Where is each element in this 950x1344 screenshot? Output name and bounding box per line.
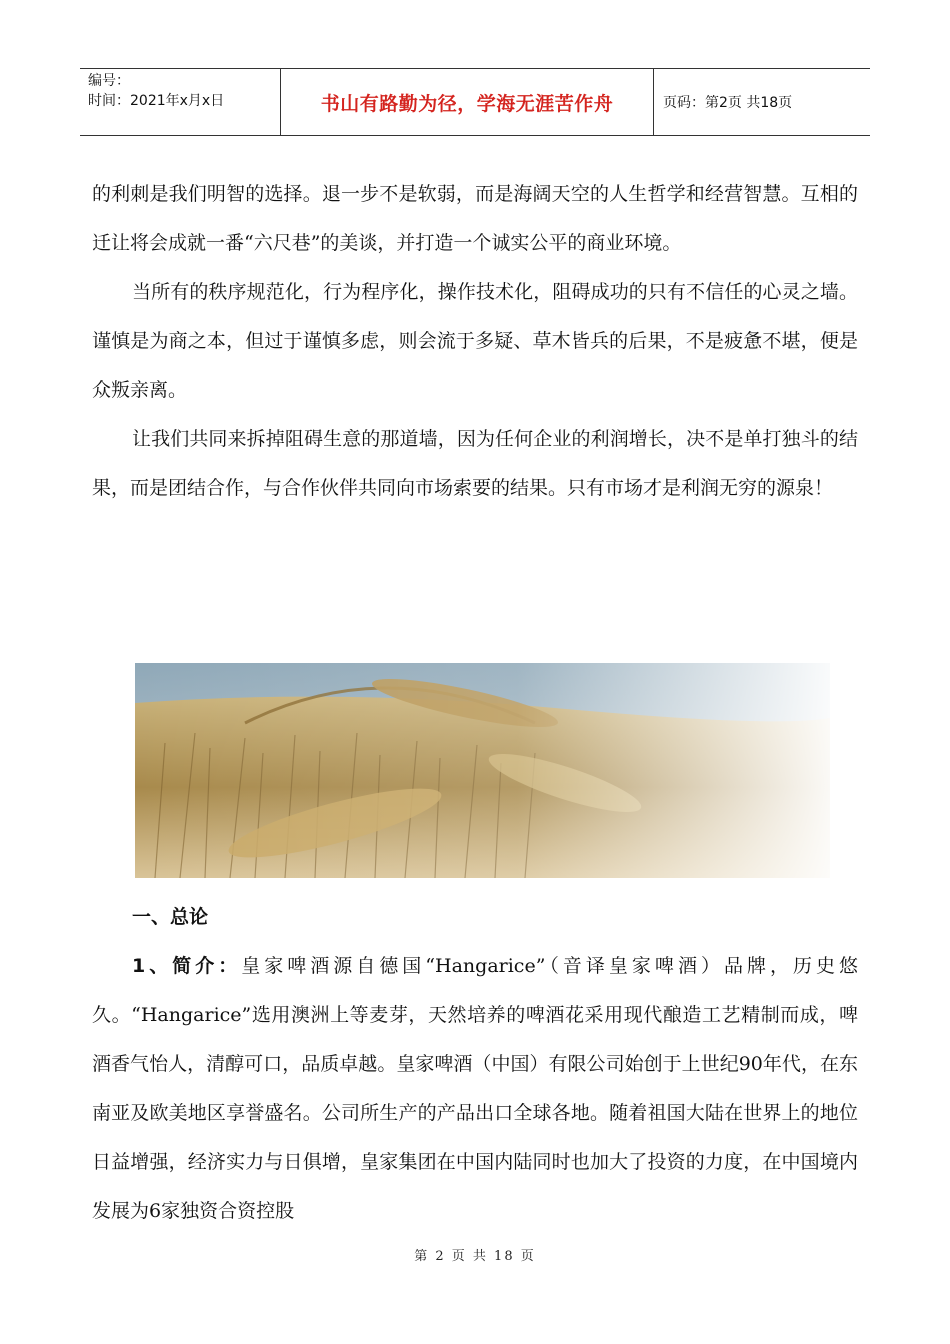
intro-text: 皇家啤酒源自德国“Hangarice”（音译皇家啤酒）品牌，历史悠久。“Hangarice”选用澳洲上等麦芽，天然培养的啤酒花采用现代酿造工艺精制而成，啤酒香气怡人，清醇可口，品质卓越。皇家啤酒（中国）有限公司始创于上世纪90年代，在东南亚及欧美地区享誉盛名。公司所生产的产品出口全球各地。随着祖国大陆在世界上的地位日益增强，经济实力与日俱增，皇家集团在中国内陆同时也加大了投资的力度，在中国境内发展为6家独资合资控股 bbox=[92, 955, 858, 1222]
paragraph-3: 让我们共同来拆掉阻碍生意的那道墙，因为任何企业的利润增长，决不是单打独斗的结果，而是团结合作，与合作伙伴共同向市场索要的结果。只有市场才是利润无穷的源泉！ bbox=[92, 428, 858, 499]
body-text bbox=[92, 170, 858, 513]
page-header bbox=[80, 68, 870, 136]
number-label: 编号： bbox=[88, 73, 130, 89]
date-label: 时间：2021年x月x日 bbox=[88, 93, 225, 109]
overview-section bbox=[92, 893, 858, 1236]
paragraph-2: 当所有的秩序规范化，行为程序化，操作技术化，阻碍成功的只有不信任的心灵之墙。谨慎是为商之本，但过于谨慎多虑，则会流于多疑、草木皆兵的后果，不是疲惫不堪，便是众叛亲离。 bbox=[92, 281, 858, 401]
header-page-code: 页码：第2页 共18页 bbox=[663, 95, 793, 111]
wheat-field-image bbox=[135, 663, 830, 878]
paragraph-1: 的利刺是我们明智的选择。退一步不是软弱，而是海阔天空的人生哲学和经营智慧。互相的迁让将会成就一番“六尺巷”的美谈，并打造一个诚实公平的商业环境。 bbox=[92, 183, 858, 254]
page-footer: 第 2 页 共 18 页 bbox=[414, 1249, 536, 1264]
wheat-field-illustration bbox=[135, 663, 830, 878]
header-motto: 书山有路勤为径，学海无涯苦作舟 bbox=[281, 69, 654, 135]
header-info-cell bbox=[80, 69, 281, 135]
intro-colon: ： bbox=[218, 955, 242, 977]
section-heading: 一、总论 bbox=[132, 906, 209, 928]
intro-paragraph bbox=[92, 942, 858, 1236]
intro-label: 1、简介 bbox=[132, 955, 219, 977]
